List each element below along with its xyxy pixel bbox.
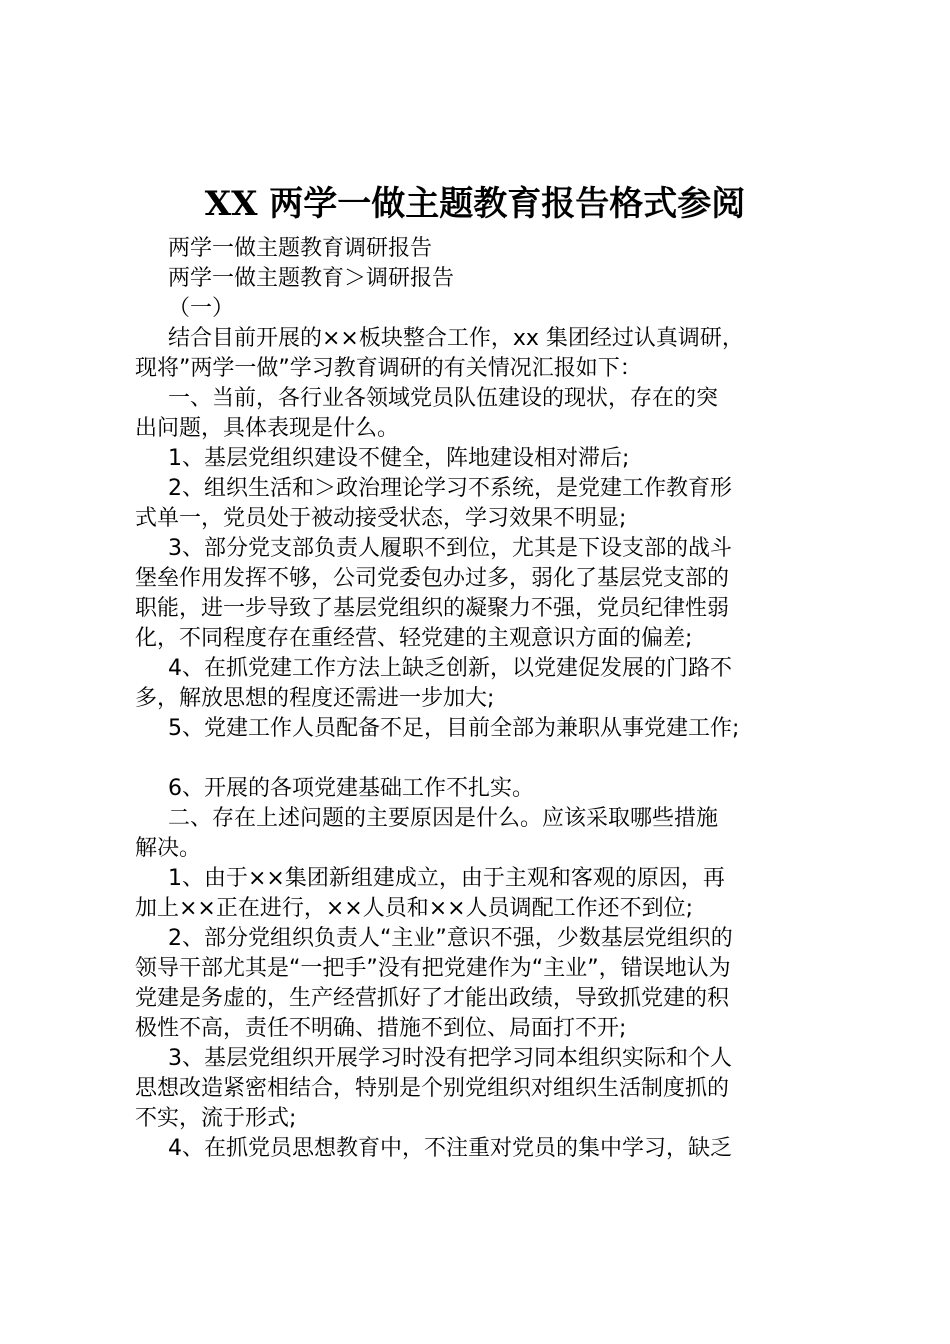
blank-line	[135, 744, 835, 774]
paragraph-line: 现将”两学一做”学习教育调研的有关情况汇报如下：	[135, 356, 642, 381]
paragraph-line: 不实，流于形式;	[135, 1106, 297, 1131]
paragraph-line: 思想改造紧密相结合，特别是个别党组织对组织生活制度抓的	[135, 1076, 730, 1101]
paragraph-line: 堡垒作用发挥不够，公司党委包办过多，弱化了基层党支部的	[135, 566, 730, 591]
paragraph-line: 领导干部尤其是“一把手”没有把党建作为“主业”，错误地认为	[135, 956, 731, 981]
paragraph-line: 职能，进一步导致了基层党组织的凝聚力不强，党员纪律性弱	[135, 596, 730, 621]
document-body	[135, 234, 835, 1164]
paragraph-line: 2、部分党组织负责人“主业”意识不强，少数基层党组织的	[168, 926, 733, 951]
paragraph-line: 1、基层党组织建设不健全，阵地建设相对滞后;	[168, 446, 630, 471]
paragraph-line: 两学一做主题教育＞调研报告	[168, 266, 455, 291]
paragraph-line: 加上××正在进行，××人员和××人员调配工作还不到位;	[135, 896, 694, 921]
document-title: XX 两学一做主题教育报告格式参阅	[204, 184, 746, 224]
paragraph-line: 3、部分党支部负责人履职不到位，尤其是下设支部的战斗	[168, 536, 732, 561]
paragraph-line: 一、当前，各行业各领域党员队伍建设的现状，存在的突	[168, 386, 719, 411]
paragraph-line: 4、在抓党建工作方法上缺乏创新，以党建促发展的门路不	[168, 656, 732, 681]
paragraph-line: 多，解放思想的程度还需进一步加大;	[135, 686, 495, 711]
paragraph-line: 3、基层党组织开展学习时没有把学习同本组织实际和个人	[168, 1046, 732, 1071]
paragraph-line: 两学一做主题教育调研报告	[168, 236, 433, 261]
paragraph-line: 出问题，具体表现是什么。	[135, 416, 400, 441]
paragraph-line: 二、存在上述问题的主要原因是什么。应该采取哪些措施	[168, 806, 719, 831]
paragraph-line: 极性不高，责任不明确、措施不到位、局面打不开;	[135, 1016, 627, 1041]
paragraph-line: 5、党建工作人员配备不足，目前全部为兼职从事党建工作;	[168, 716, 740, 741]
paragraph-line: 2、组织生活和＞政治理论学习不系统，是党建工作教育形	[168, 476, 732, 501]
paragraph-line: 化，不同程度存在重经营、轻党建的主观意识方面的偏差;	[135, 626, 693, 651]
paragraph-line: 式单一，党员处于被动接受状态，学习效果不明显;	[135, 506, 627, 531]
paragraph-line: 党建是务虚的，生产经营抓好了才能出政绩，导致抓党建的积	[135, 986, 730, 1011]
paragraph-line: （一）	[168, 296, 235, 321]
paragraph-line: 结合目前开展的××板块整合工作，xx 集团经过认真调研，	[168, 326, 744, 351]
paragraph-line: 4、在抓党员思想教育中，不注重对党员的集中学习，缺乏	[168, 1136, 732, 1161]
paragraph-line: 解决。	[135, 836, 202, 861]
paragraph-line: 1、由于××集团新组建成立，由于主观和客观的原因，再	[168, 866, 725, 891]
paragraph-line: 6、开展的各项党建基础工作不扎实。	[168, 776, 534, 801]
